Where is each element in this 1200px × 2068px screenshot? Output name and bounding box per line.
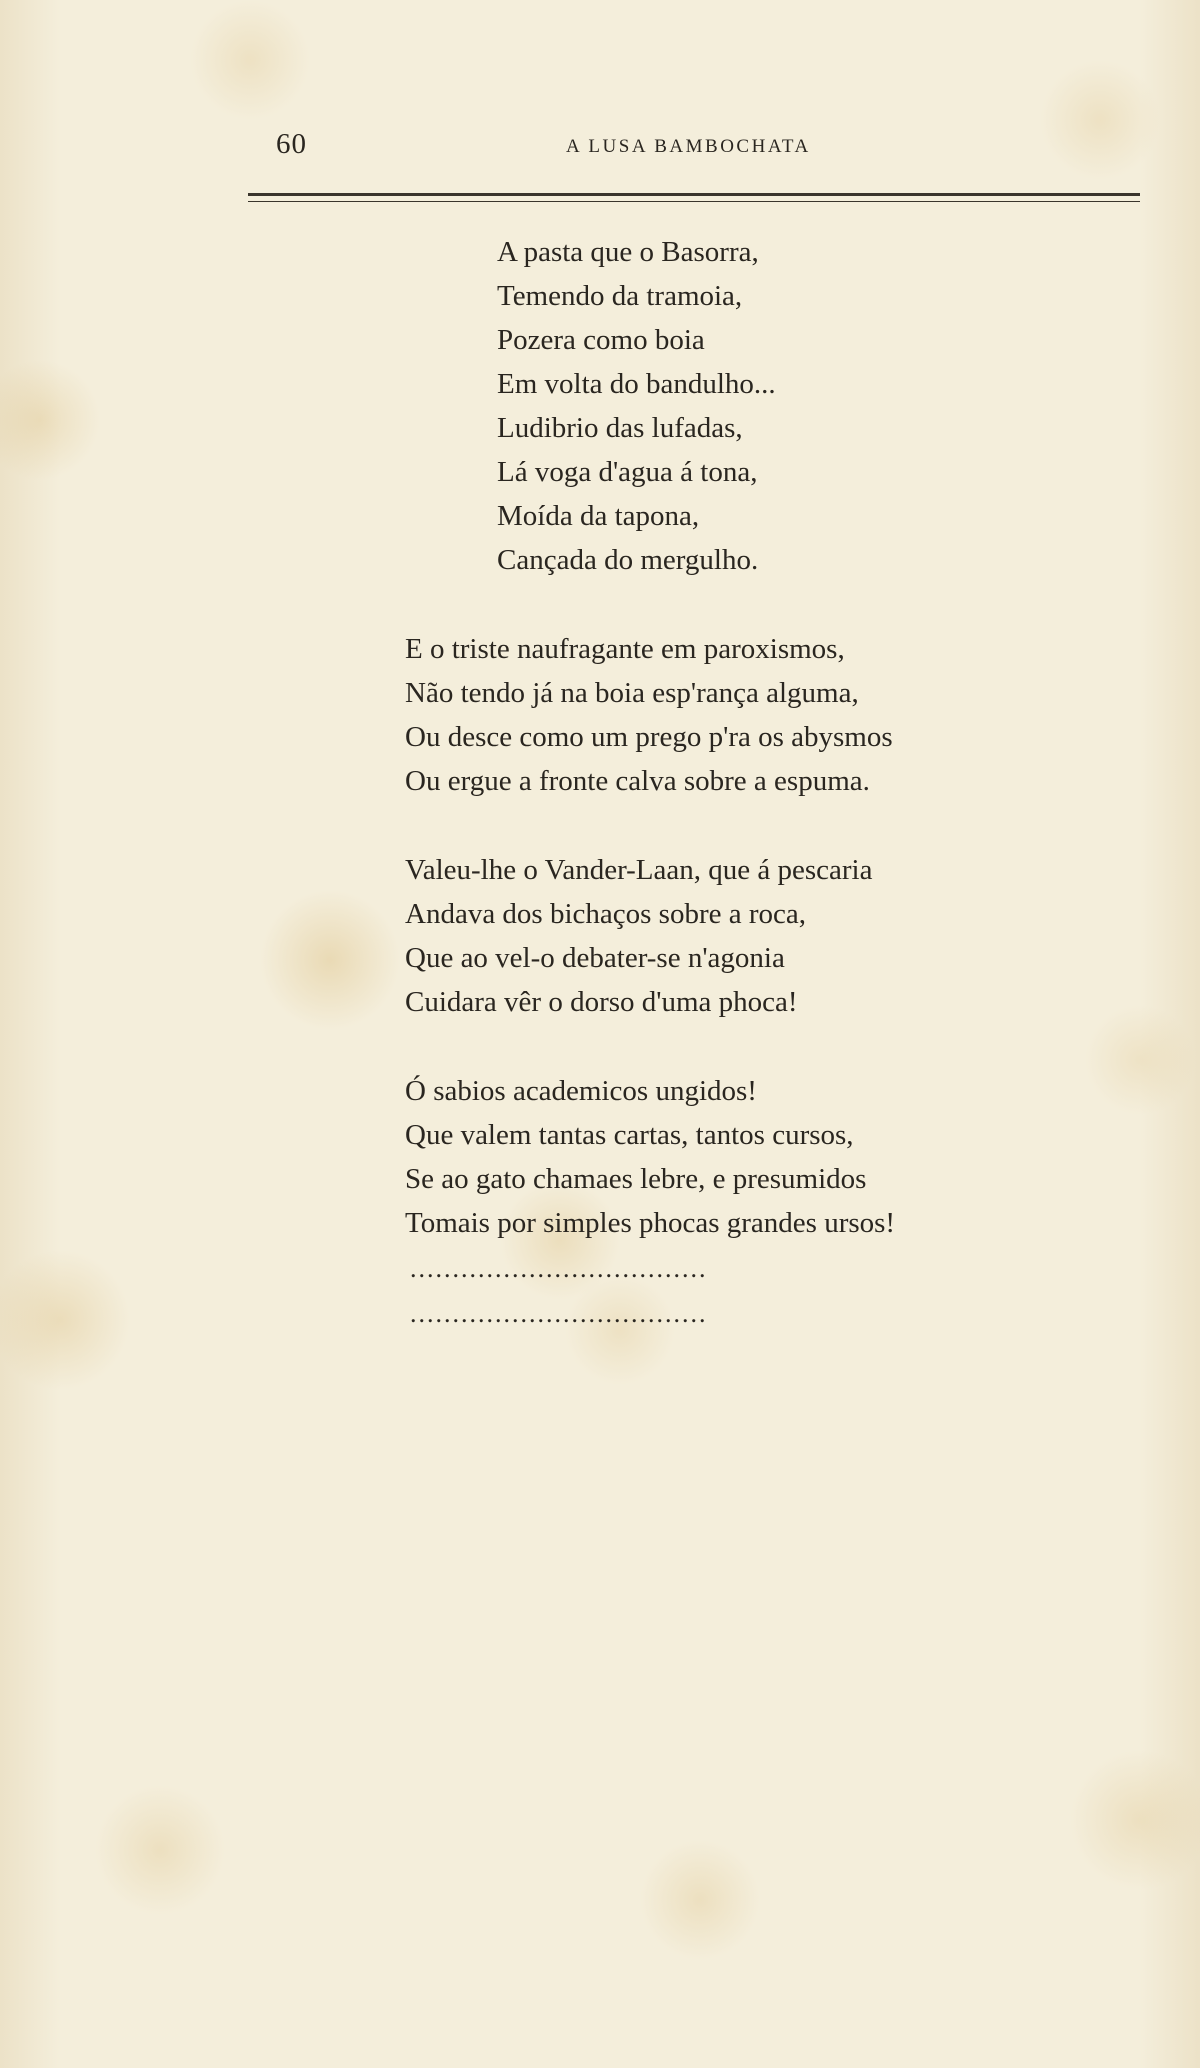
verse-line: Cançada do mergulho. — [497, 544, 759, 576]
stanza-2 — [405, 627, 893, 803]
verse-line: Andava dos bichaços sobre a roca, — [405, 898, 807, 930]
verse-line: Ou desce como um prego p'ra os abysmos — [405, 721, 893, 753]
verse-line: Lá voga d'agua á tona, — [497, 456, 758, 488]
verse-line: Temendo da tramoia, — [497, 280, 743, 312]
verse-line: E o triste naufragante em paroxismos, — [405, 633, 845, 665]
verse-line: Não tendo já na boia esp'rança alguma, — [405, 677, 859, 709]
ellipsis-line: ................................... — [410, 1254, 708, 1283]
verse-line: Ludibrio das lufadas, — [497, 412, 743, 444]
verse-line: Pozera como boia — [497, 324, 705, 356]
verse-line: Moída da tapona, — [497, 500, 700, 532]
verse-line: Se ao gato chamaes lebre, e presumidos — [405, 1163, 867, 1195]
verse-line: Que valem tantas cartas, tantos cursos, — [405, 1119, 854, 1151]
header-rule-thin — [248, 201, 1140, 202]
verse-line: Ou ergue a fronte calva sobre a espuma. — [405, 765, 870, 797]
stanza-3 — [405, 848, 872, 1024]
verse-line: Tomais por simples phocas grandes ursos! — [405, 1207, 896, 1239]
stanza-1 — [497, 230, 776, 582]
running-title: A LUSA BAMBOCHATA — [566, 136, 811, 157]
page-number: 60 — [276, 128, 307, 160]
header-rule-thick — [248, 193, 1140, 196]
verse-line: Cuidara vêr o dorso d'uma phoca! — [405, 986, 798, 1018]
ellipsis-line: ................................... — [410, 1299, 708, 1328]
stanza-4 — [405, 1069, 895, 1245]
verse-line: Que ao vel-o debater-se n'agonia — [405, 942, 785, 974]
verse-line: Ó sabios academicos ungidos! — [405, 1075, 757, 1107]
verse-line: A pasta que o Basorra, — [497, 236, 759, 268]
verse-line: Valeu-lhe o Vander-Laan, que á pescaria — [405, 854, 873, 886]
verse-line: Em volta do bandulho... — [497, 368, 776, 400]
